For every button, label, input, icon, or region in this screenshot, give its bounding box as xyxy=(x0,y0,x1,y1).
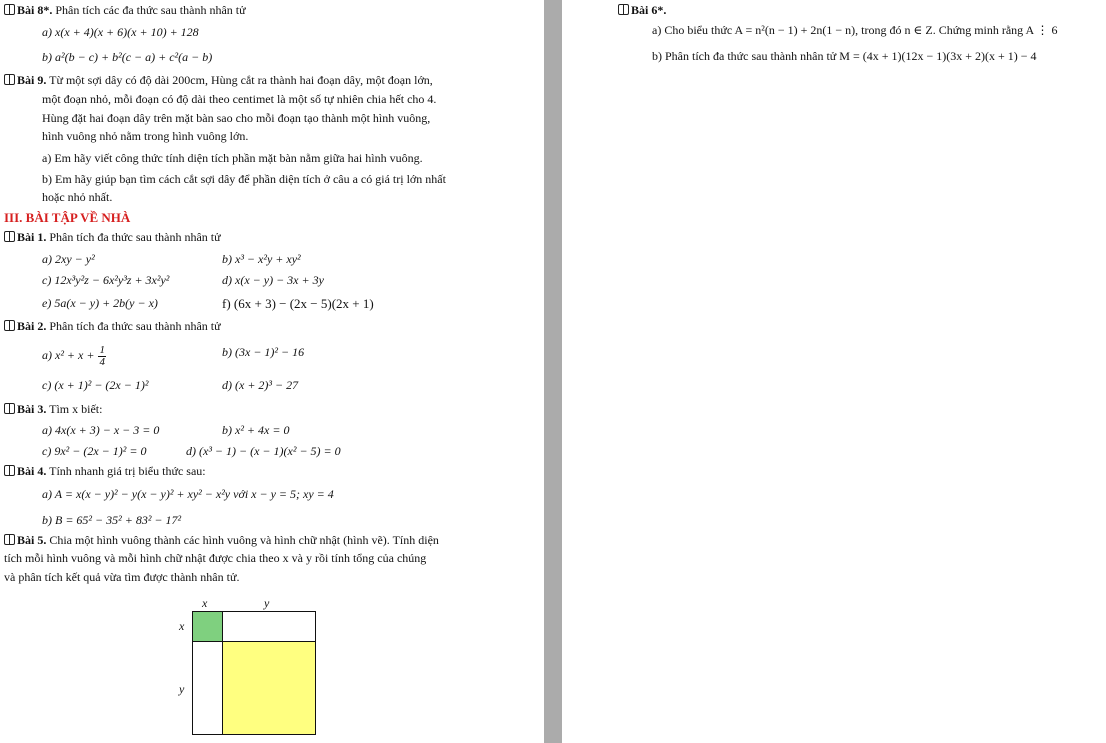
exercise-8-intro: Phân tích các đa thức sau thành nhân tử xyxy=(55,3,246,17)
exercise-6-title: Bài 6*. xyxy=(631,3,667,17)
fraction xyxy=(98,345,106,368)
small-square xyxy=(193,612,223,642)
document-page-left xyxy=(0,0,544,743)
exercise-8-heading xyxy=(4,3,246,18)
exercise-2-d: d) (x + 2)³ − 27 xyxy=(222,378,299,392)
exercise-8-b: b) a²(b − c) + b²(c − a) + c²(a − b) xyxy=(42,50,213,64)
exercise-6-a: a) Cho biểu thức A = n²(n − 1) + 2n(1 − n), trong đó n ∈ Z. Chứng minh rằng A ⋮ 6 xyxy=(652,23,1058,37)
exercise-3-c: c) 9x² − (2x − 1)² = 0 xyxy=(42,444,147,458)
book-icon xyxy=(4,231,15,242)
exercise-9-b-line1: b) Em hãy giúp bạn tìm cách cắt sợi dây để phần diện tích ở câu a có giá trị lớn nhất xyxy=(42,172,446,186)
exercise-3-title: Bài 3. xyxy=(17,402,47,416)
exercise-4-title: Bài 4. xyxy=(17,464,47,478)
exercise-9-heading xyxy=(4,73,433,88)
fraction-numerator: 1 xyxy=(99,343,105,356)
exercise-8-title: Bài 8*. xyxy=(17,3,53,17)
exercise-4-intro: Tính nhanh giá trị biểu thức sau: xyxy=(49,464,206,478)
book-icon xyxy=(4,465,15,476)
exercise-4-a: a) A = x(x − y)² − y(x − y)² + xy² − x²y với x − y = 5; xy = 4 xyxy=(42,487,334,501)
exercise-2-a xyxy=(42,340,107,370)
exercise-3-d: d) (x³ − 1) − (x − 1)(x² − 5) = 0 xyxy=(186,444,341,458)
section-heading: III. BÀI TẬP VỀ NHÀ xyxy=(4,210,131,225)
exercise-9-title: Bài 9. xyxy=(17,73,47,87)
square-division-figure xyxy=(192,611,316,735)
book-icon xyxy=(618,4,629,15)
exercise-5-title: Bài 5. xyxy=(17,533,47,547)
exercise-5-line2: tích mỗi hình vuông và mỗi hình chữ nhật được chia theo x và y rồi tính tổng của chúng xyxy=(4,551,427,565)
exercise-2-a-prefix: a) x² + x + xyxy=(42,348,95,362)
exercise-6-heading xyxy=(618,3,666,18)
exercise-9-b-line2: hoặc nhỏ nhất. xyxy=(42,190,113,204)
exercise-1-d: d) x(x − y) − 3x + 3y xyxy=(222,273,324,287)
exercise-1-heading xyxy=(4,230,221,245)
exercise-3-b: b) x² + 4x = 0 xyxy=(222,423,290,437)
figure-label-side-y: y xyxy=(179,682,185,696)
figure-label-side-x: x xyxy=(179,619,185,633)
exercise-5-heading xyxy=(4,533,439,548)
document-page-right xyxy=(562,0,1106,743)
figure-label-top-y: y xyxy=(264,596,270,610)
figure-label-top-x: x xyxy=(202,596,208,610)
exercise-2-c: c) (x + 1)² − (2x − 1)² xyxy=(42,378,149,392)
left-rectangle xyxy=(193,642,223,734)
exercise-1-a: a) 2xy − y² xyxy=(42,252,95,266)
book-icon xyxy=(4,4,15,15)
exercise-4-b: b) B = 65² − 35² + 83² − 17² xyxy=(42,513,182,527)
exercise-8-a: a) x(x + 4)(x + 6)(x + 10) + 128 xyxy=(42,25,199,39)
exercise-3-a: a) 4x(x + 3) − x − 3 = 0 xyxy=(42,423,160,437)
exercise-3-heading xyxy=(4,402,102,417)
exercise-9-line3: Hùng đặt hai đoạn dây trên mặt bàn sao cho mỗi đoạn tạo thành một hình vuông, xyxy=(42,111,431,125)
exercise-9-a: a) Em hãy viết công thức tính diện tích phần mặt bàn nằm giữa hai hình vuông. xyxy=(42,151,423,165)
exercise-1-b: b) x³ − x²y + xy² xyxy=(222,252,301,266)
top-rectangle xyxy=(223,612,315,642)
exercise-2-intro: Phân tích đa thức sau thành nhân tử xyxy=(49,319,221,333)
exercise-9-line4: hình vuông nhỏ nằm trong hình vuông lớn. xyxy=(42,129,249,143)
exercise-5-line3: và phân tích kết quả vừa tìm được thành nhân tử. xyxy=(4,570,240,584)
book-icon xyxy=(4,403,15,414)
exercise-4-heading xyxy=(4,464,206,479)
exercise-1-title: Bài 1. xyxy=(17,230,47,244)
exercise-9-line1: Từ một sợi dây có độ dài 200cm, Hùng cắt ra thành hai đoạn dây, một đoạn lớn, xyxy=(49,73,433,87)
exercise-2-title: Bài 2. xyxy=(17,319,47,333)
exercise-1-c: c) 12x³y²z − 6x²y³z + 3x²y² xyxy=(42,273,170,287)
book-icon xyxy=(4,320,15,331)
exercise-1-e: e) 5a(x − y) + 2b(y − x) xyxy=(42,296,158,310)
exercise-2-b: b) (3x − 1)² − 16 xyxy=(222,345,305,359)
exercise-1-intro: Phân tích đa thức sau thành nhân tử xyxy=(49,230,221,244)
exercise-3-intro: Tìm x biết: xyxy=(49,402,103,416)
exercise-2-heading xyxy=(4,319,221,334)
book-icon xyxy=(4,534,15,545)
exercise-9-line2: một đoạn nhỏ, mỗi đoạn có độ dài theo centimet là một số tự nhiên chia hết cho 4. xyxy=(42,92,437,106)
exercise-1-f: f) (6x + 3) − (2x − 5)(2x + 1) xyxy=(222,296,374,311)
fraction-denominator: 4 xyxy=(99,355,105,368)
book-icon xyxy=(4,74,15,85)
exercise-5-line1: Chia một hình vuông thành các hình vuông và hình chữ nhật (hình vẽ). Tính diện xyxy=(49,533,439,547)
exercise-6-b: b) Phân tích đa thức sau thành nhân tử M = (4x + 1)(12x − 1)(3x + 2)(x + 1) − 4 xyxy=(652,49,1037,63)
large-square xyxy=(223,642,315,734)
